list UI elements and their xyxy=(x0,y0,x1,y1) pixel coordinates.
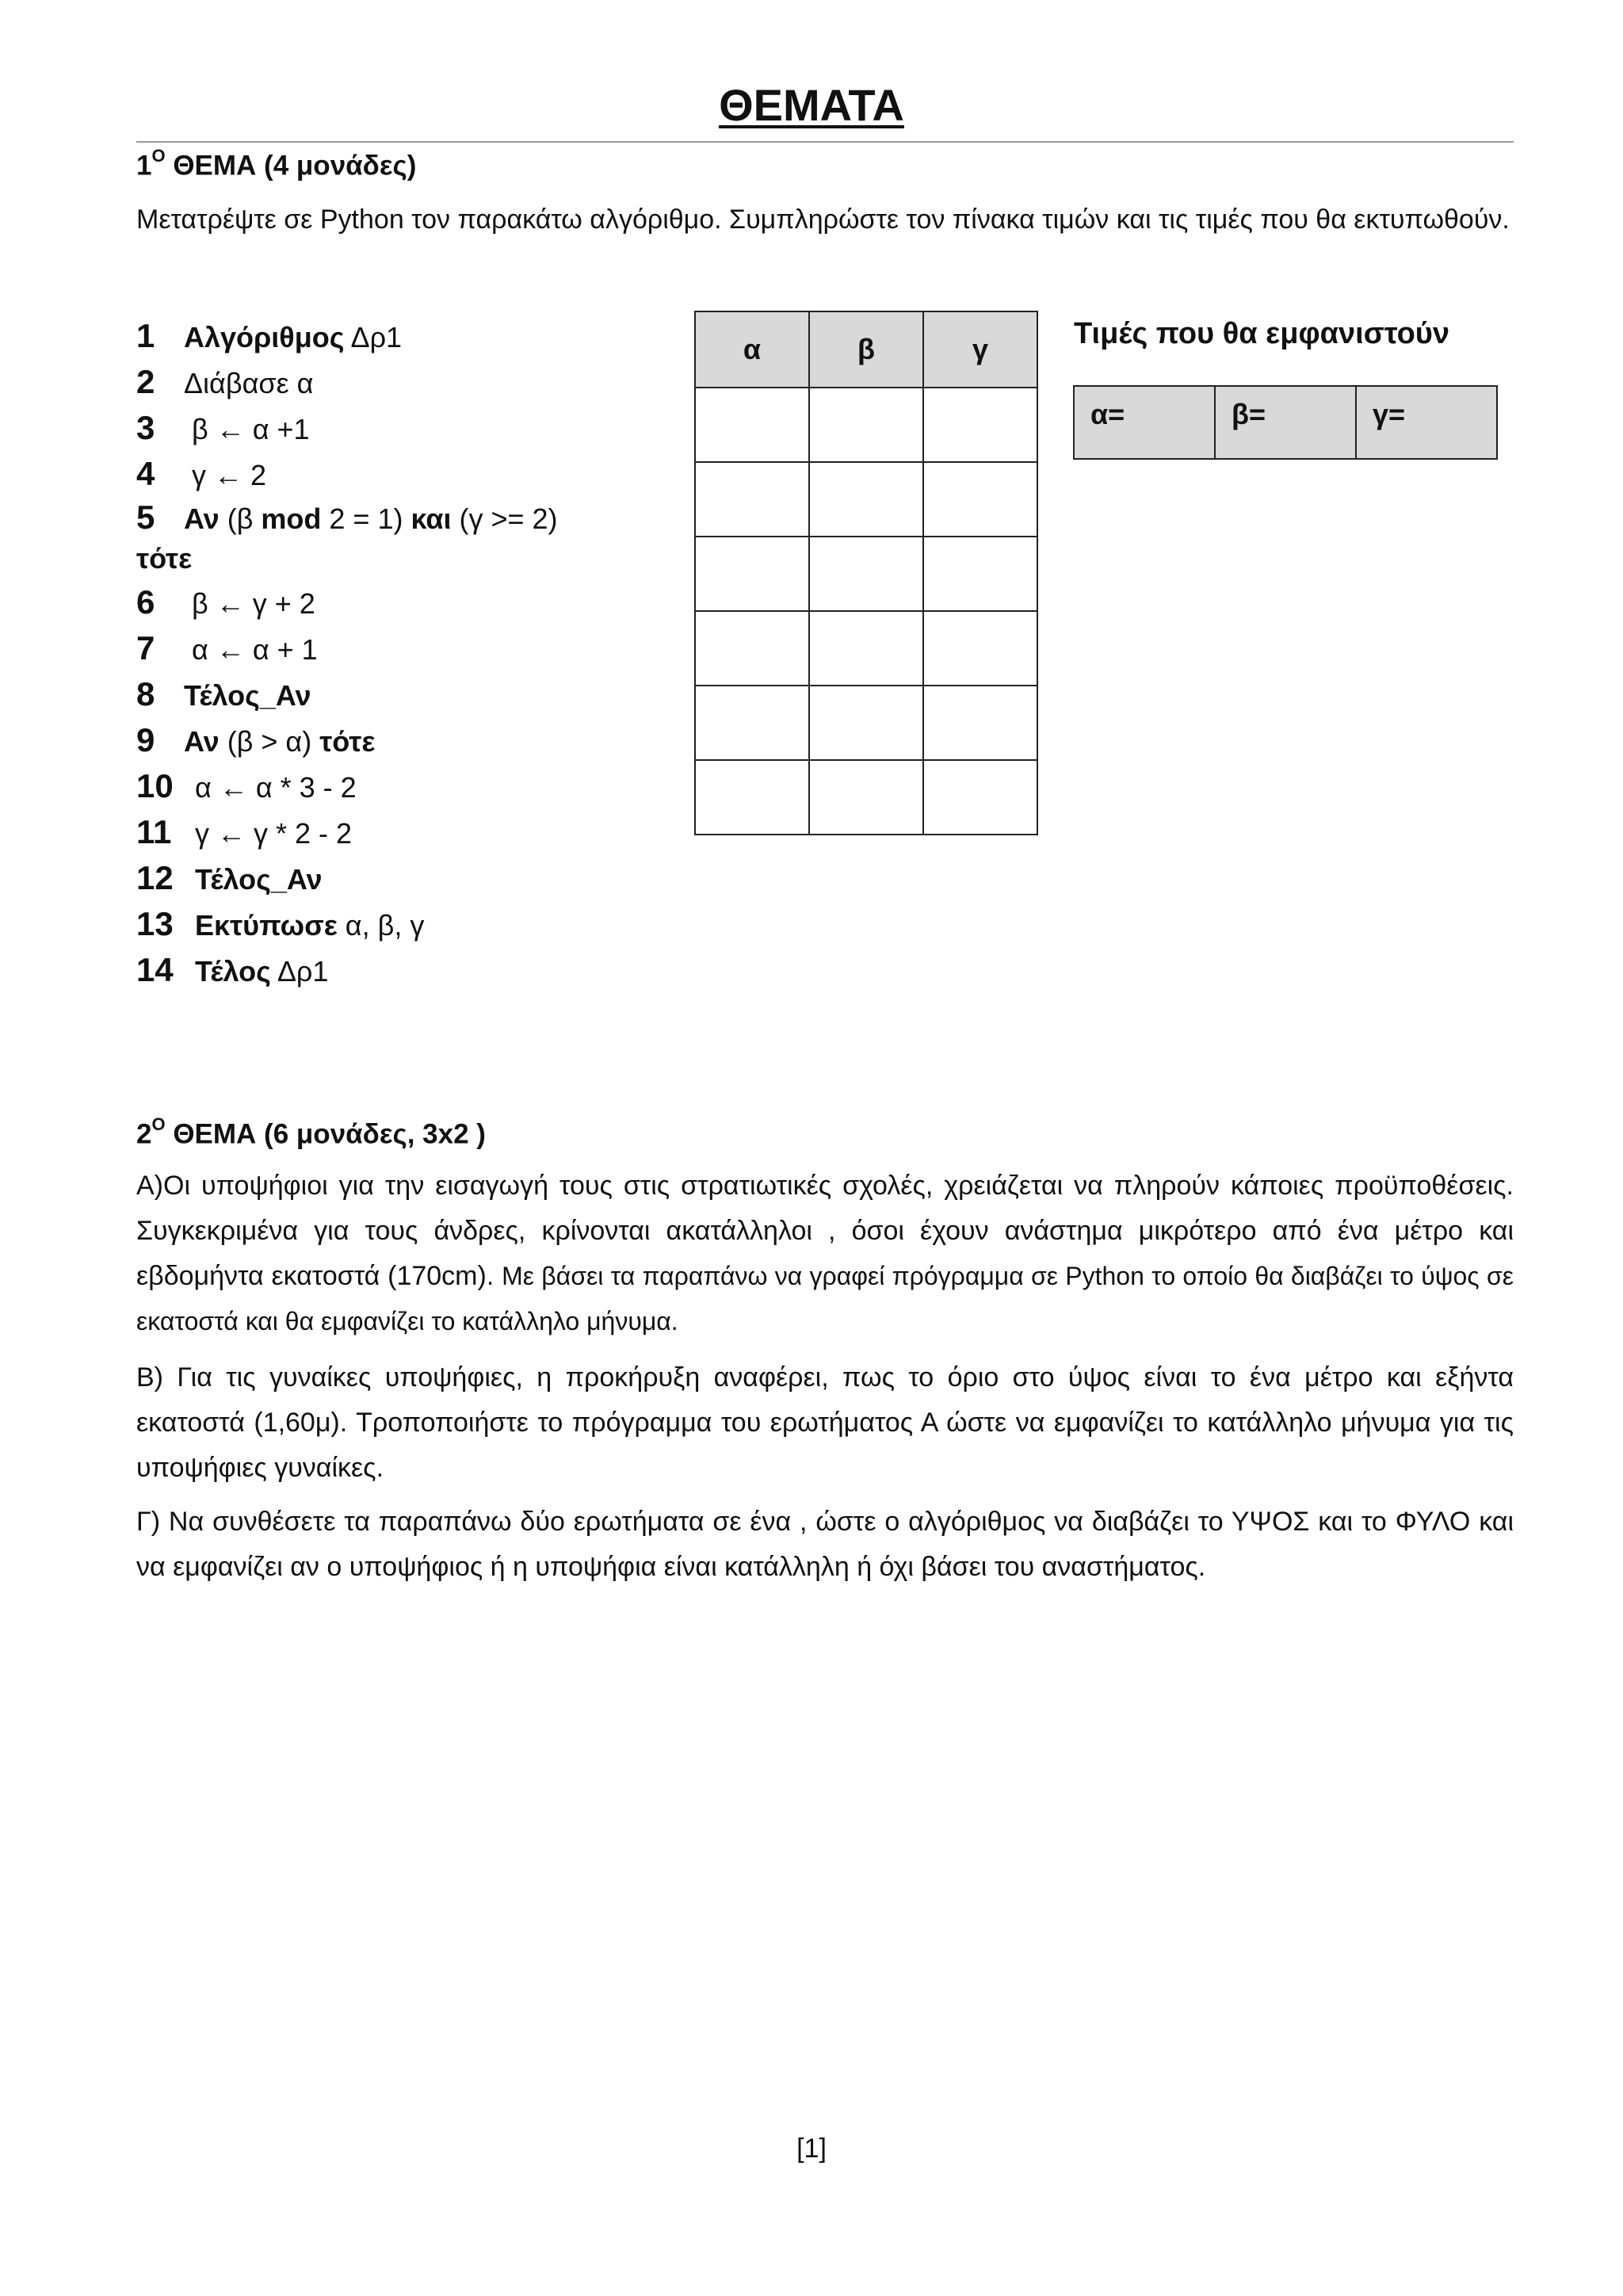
q2-label: ΘΕΜΑ (6 μονάδες, 3x2 ) xyxy=(173,1118,486,1150)
q1-intro: Μετατρέψτε σε Python τον παρακάτω αλγόριθμο. Συμπληρώστε τον πίνακα τιμών και τις τιμές που θα εκτυπωθούν. xyxy=(136,204,1510,235)
trace-cell[interactable] xyxy=(695,537,809,611)
trace-cell[interactable] xyxy=(695,686,809,760)
code-line xyxy=(136,671,675,717)
code-text: (β xyxy=(219,502,262,535)
printed-values-label: Τιμές που θα εμφανιστούν xyxy=(1074,317,1450,350)
code-line xyxy=(136,901,675,947)
line-number: 12 xyxy=(136,859,174,896)
code-text: β ← γ + 2 xyxy=(184,587,315,620)
code-line xyxy=(136,855,675,901)
code-text: Διάβασε α xyxy=(184,367,314,399)
line-number: 13 xyxy=(136,905,174,942)
line-number: 5 xyxy=(136,499,155,536)
q2-heading xyxy=(136,1114,486,1151)
code-text: Δρ1 xyxy=(270,955,329,988)
printed-value-cell[interactable]: α= xyxy=(1074,386,1215,459)
trace-row xyxy=(695,611,1037,686)
keyword: Αν xyxy=(184,725,220,758)
trace-header-row xyxy=(695,311,1037,388)
line-number: 7 xyxy=(136,629,155,667)
trace-cell[interactable] xyxy=(923,462,1037,537)
trace-cell[interactable] xyxy=(923,537,1037,611)
q2-part-b: Β) Για τις γυναίκες υποψήφιες, η προκήρυξη αναφέρει, πως το όριο στο ύψος είναι το ένα μέτρο και εξήντα εκατοστά (1,60μ). Τροποποιήστε το πρόγραμμα του ερωτήματος Α ώστε να εμφανίζει το κατάλληλο μήνυμα για τις υποψήφιες γυναίκες. xyxy=(136,1362,1514,1483)
keyword: Τέλος_Αν xyxy=(184,679,311,712)
trace-table xyxy=(694,311,1038,835)
line-number: 4 xyxy=(136,455,155,492)
trace-row xyxy=(695,388,1037,462)
q2-part-a xyxy=(136,1163,1514,1344)
line-number: 2 xyxy=(136,363,155,400)
line-number: 6 xyxy=(136,583,155,621)
code-line xyxy=(136,625,675,671)
keyword: τότε xyxy=(319,725,376,758)
trace-cell[interactable] xyxy=(809,462,923,537)
page-title: ΘΕΜΑΤΑ xyxy=(719,80,904,130)
keyword: Τέλος xyxy=(195,955,271,988)
line-number: 8 xyxy=(136,675,155,712)
q1-heading xyxy=(136,146,417,182)
q2-part-a-text: Α)Οι υποψήφιοι για την εισαγωγή τους στις στρατιωτικές σχολές, χρειάζεται να πληρούν κάποιες προϋποθέσεις. Συγκεκριμένα για τους άνδρες, κρίνονται ακατάλληλοι , όσοι έχουν ανάστημα μικρότερο από ένα μέτρο και εβδομήντα εκατοστά (170cm). xyxy=(136,1171,1514,1291)
trace-cell[interactable] xyxy=(809,611,923,686)
title-divider xyxy=(136,141,1514,143)
trace-cell[interactable] xyxy=(809,686,923,760)
trace-cell[interactable] xyxy=(923,760,1037,835)
code-text: 2 = 1) xyxy=(321,502,411,535)
line-number: 1 xyxy=(136,317,155,354)
code-line xyxy=(136,405,675,451)
trace-header-cell: γ xyxy=(923,311,1037,388)
code-text: γ ← 2 xyxy=(184,459,267,491)
q1-superscript: Ο xyxy=(151,146,166,166)
q1-number: 1 xyxy=(136,150,152,181)
trace-cell[interactable] xyxy=(695,462,809,537)
algorithm-listing xyxy=(136,313,675,993)
code-text: α ← α * 3 - 2 xyxy=(195,771,357,804)
printed-values-row xyxy=(1074,386,1497,459)
q2-part-c: Γ) Να συνθέσετε τα παραπάνω δύο ερωτήματα σε ένα , ώστε ο αλγόριθμος να διαβάζει το ΥΨΟΣ και το ΦΥΛΟ και να εμφανίζει αν ο υποψήφιος ή η υποψήφια είναι κατάλληλη ή όχι βάσει του αναστήματος. xyxy=(136,1507,1514,1582)
trace-cell[interactable] xyxy=(923,611,1037,686)
code-line xyxy=(136,579,675,625)
printed-value-cell[interactable]: β= xyxy=(1215,386,1356,459)
trace-header-cell: α xyxy=(695,311,809,388)
trace-row xyxy=(695,462,1037,537)
trace-cell[interactable] xyxy=(695,611,809,686)
trace-cell[interactable] xyxy=(809,537,923,611)
code-text: Δρ1 xyxy=(344,321,403,353)
code-line xyxy=(136,313,675,359)
keyword: τότε xyxy=(136,542,193,575)
q2-number: 2 xyxy=(136,1118,152,1150)
trace-row xyxy=(695,686,1037,760)
code-line xyxy=(136,947,675,993)
code-line xyxy=(136,809,675,855)
line-number: 9 xyxy=(136,721,155,758)
code-text: α ← α + 1 xyxy=(184,633,318,666)
trace-row xyxy=(695,760,1037,835)
trace-row xyxy=(695,537,1037,611)
keyword: και xyxy=(411,502,452,535)
line-number: 10 xyxy=(136,767,174,804)
line-number: 11 xyxy=(136,813,172,850)
trace-cell[interactable] xyxy=(923,388,1037,462)
code-line xyxy=(136,359,675,405)
code-line-continuation xyxy=(136,538,675,579)
q2-superscript: Ο xyxy=(151,1114,166,1134)
trace-header-cell: β xyxy=(809,311,923,388)
trace-cell[interactable] xyxy=(695,760,809,835)
trace-cell[interactable] xyxy=(923,686,1037,760)
code-line xyxy=(136,763,675,809)
code-line xyxy=(136,451,675,497)
keyword: Τέλος_Αν xyxy=(195,863,323,896)
printed-value-cell[interactable]: γ= xyxy=(1356,386,1497,459)
code-text: (β > α) xyxy=(219,725,320,758)
q2-part-a-task: Με βάσει τα παραπάνω να γραφεί πρόγραμμα σε Python το οποίο θα διαβάζει το ύψος σε εκατοστά και θα εμφανίζει το κατάλληλο μήνυμα. xyxy=(136,1262,1514,1335)
keyword: Αν xyxy=(184,502,220,535)
code-text: (γ >= 2) xyxy=(451,502,558,535)
page-number: [1] xyxy=(796,2134,827,2164)
printed-values-table xyxy=(1073,385,1498,460)
code-text: γ ← γ * 2 - 2 xyxy=(195,817,353,850)
q1-label: ΘΕΜΑ (4 μονάδες) xyxy=(173,150,417,181)
trace-cell[interactable] xyxy=(809,760,923,835)
code-text: α, β, γ xyxy=(337,909,425,942)
trace-cell[interactable] xyxy=(809,388,923,462)
code-text: β ← α +1 xyxy=(184,413,310,445)
code-line xyxy=(136,717,675,763)
line-number: 14 xyxy=(136,951,174,988)
code-line xyxy=(136,497,675,538)
keyword: Εκτύπωσε xyxy=(195,909,338,942)
keyword: mod xyxy=(261,502,322,535)
line-number: 3 xyxy=(136,409,155,446)
keyword: Αλγόριθμος xyxy=(184,321,345,353)
trace-cell[interactable] xyxy=(695,388,809,462)
